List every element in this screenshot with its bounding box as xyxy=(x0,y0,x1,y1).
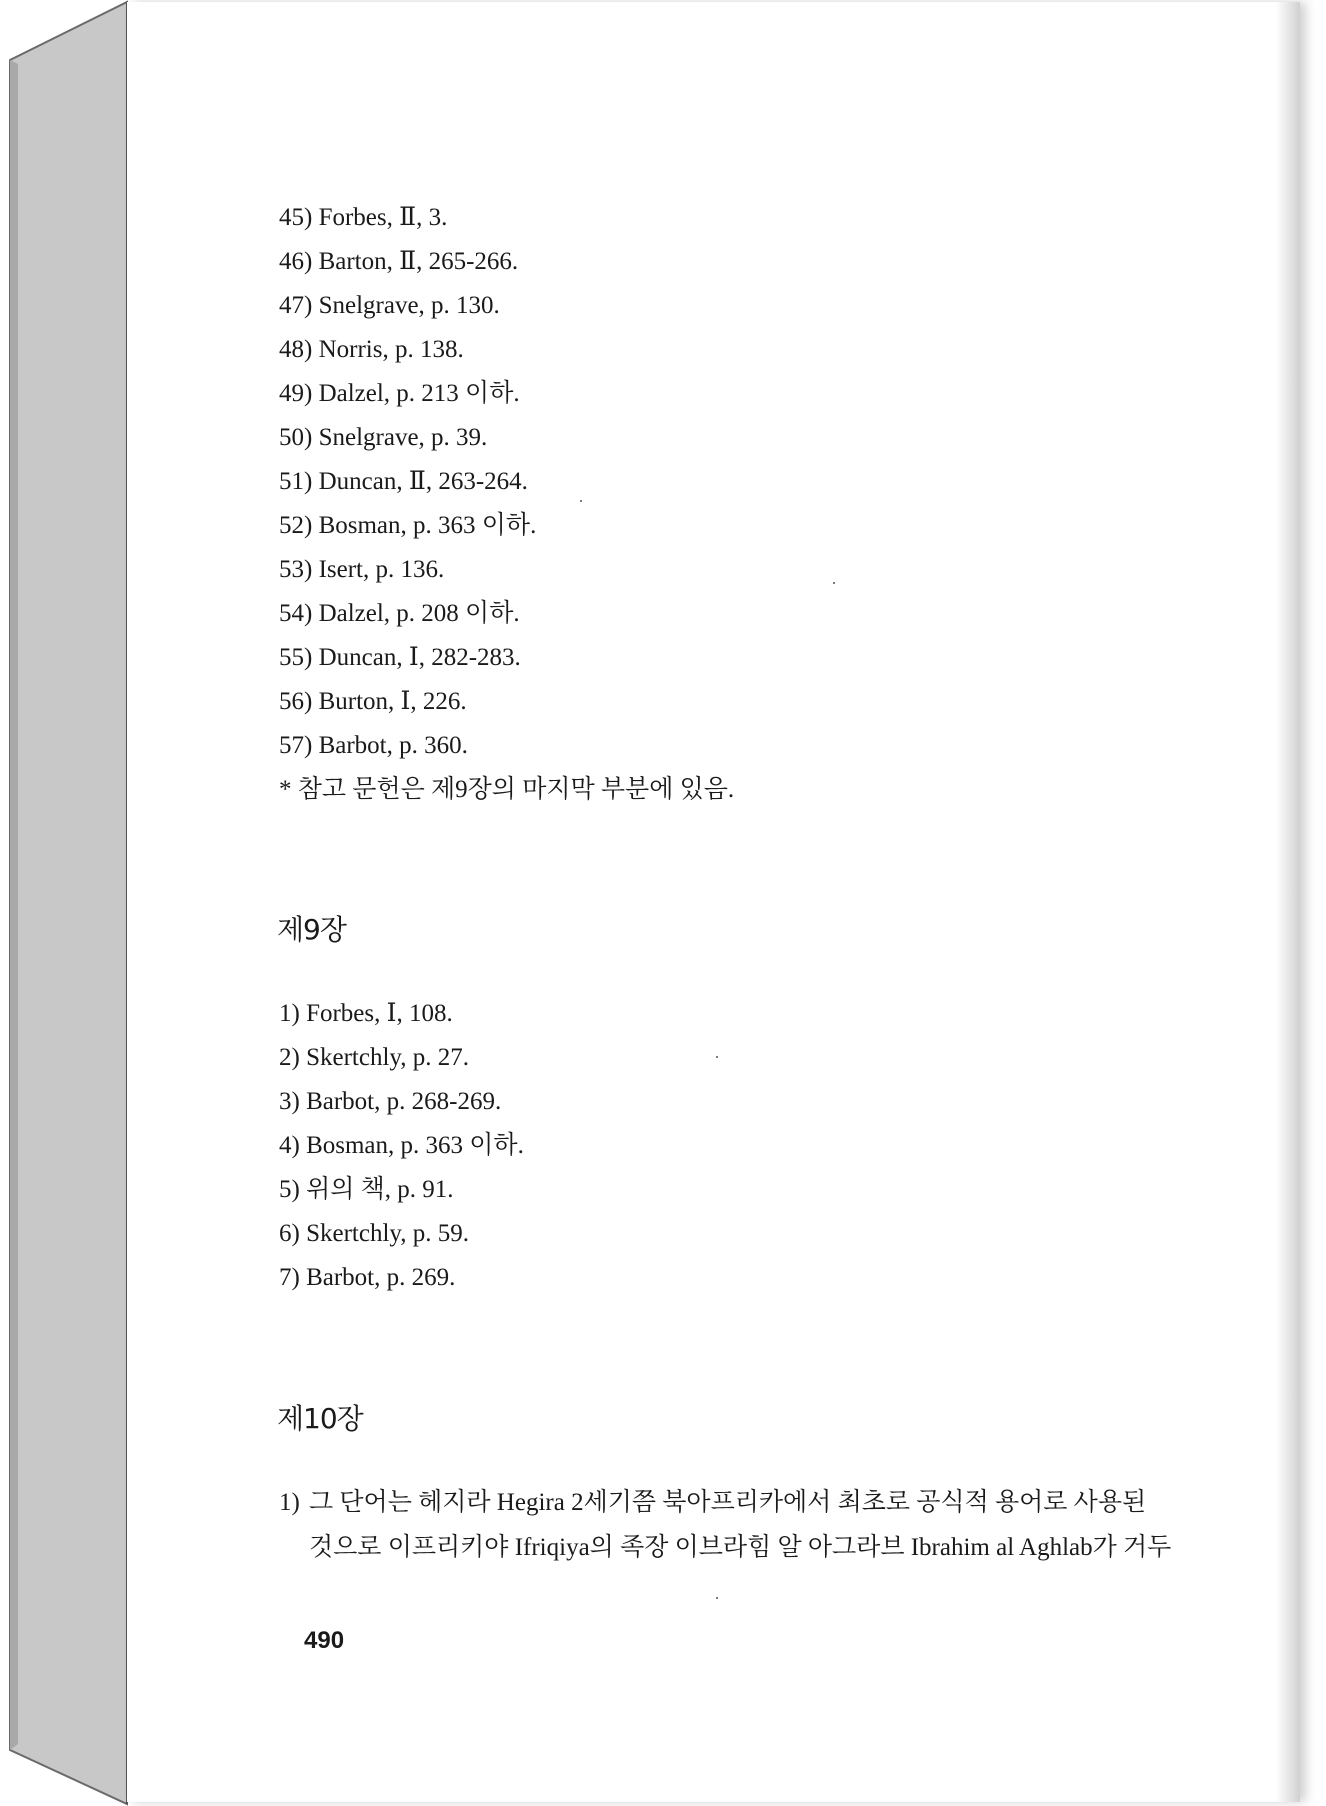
note-line-1: 그 단어는 헤지라 Hegira 2세기쯤 북아프리카에서 최초로 공식적 용어로 사용된 xyxy=(309,1489,1147,1516)
note-item: 53) Isert, p. 136. xyxy=(279,556,445,583)
chapter8-notes-list xyxy=(279,196,734,812)
note-item: 6) Skertchly, p. 59. xyxy=(279,1220,470,1247)
chapter10-heading: 제10장 xyxy=(277,1402,363,1435)
note-item: 4) Bosman, p. 363 이하. xyxy=(279,1132,524,1159)
scan-speck xyxy=(580,500,582,502)
note-item: 50) Snelgrave, p. 39. xyxy=(279,424,488,451)
note-item: 45) Forbes, Ⅱ, 3. xyxy=(279,204,448,231)
note-item: 1) Forbes, Ⅰ, 108. xyxy=(279,1000,453,1027)
scan-speck xyxy=(716,1597,718,1599)
note-item: 5) 위의 책, p. 91. xyxy=(279,1176,454,1203)
note-item: 56) Burton, Ⅰ, 226. xyxy=(279,688,467,715)
book-page xyxy=(127,2,1300,1802)
note-item: 48) Norris, p. 138. xyxy=(279,336,464,363)
page-number: 490 xyxy=(304,1627,345,1654)
note-item: 54) Dalzel, p. 208 이하. xyxy=(279,600,520,627)
page-content xyxy=(127,2,1300,1802)
note-item: 49) Dalzel, p. 213 이하. xyxy=(279,380,520,407)
scan-speck xyxy=(716,1056,718,1058)
chapter9-notes-list xyxy=(279,992,524,1300)
note-item: 51) Duncan, Ⅱ, 263-264. xyxy=(279,468,528,495)
chapter10-note-paragraph xyxy=(279,1480,1189,1570)
note-item: 46) Barton, Ⅱ, 265-266. xyxy=(279,248,519,275)
scan-speck xyxy=(833,582,835,584)
note-item: 47) Snelgrave, p. 130. xyxy=(279,292,500,319)
chapter9-heading: 제9장 xyxy=(277,913,346,946)
reference-note: * 참고 문헌은 제9장의 마지막 부분에 있음. xyxy=(279,776,735,803)
note-item: 3) Barbot, p. 268-269. xyxy=(279,1088,502,1115)
note-item: 52) Bosman, p. 363 이하. xyxy=(279,512,537,539)
note-item: 7) Barbot, p. 269. xyxy=(279,1264,456,1291)
note-item: 55) Duncan, Ⅰ, 282-283. xyxy=(279,644,521,671)
note-item: 2) Skertchly, p. 27. xyxy=(279,1044,470,1071)
note-item: 57) Barbot, p. 360. xyxy=(279,732,468,759)
note-number: 1) xyxy=(279,1489,300,1516)
note-line-2: 것으로 이프리키야 Ifriqiya의 족장 이브라힘 알 아그라브 Ibrahim al Aghlab가 거두 xyxy=(309,1534,1172,1561)
